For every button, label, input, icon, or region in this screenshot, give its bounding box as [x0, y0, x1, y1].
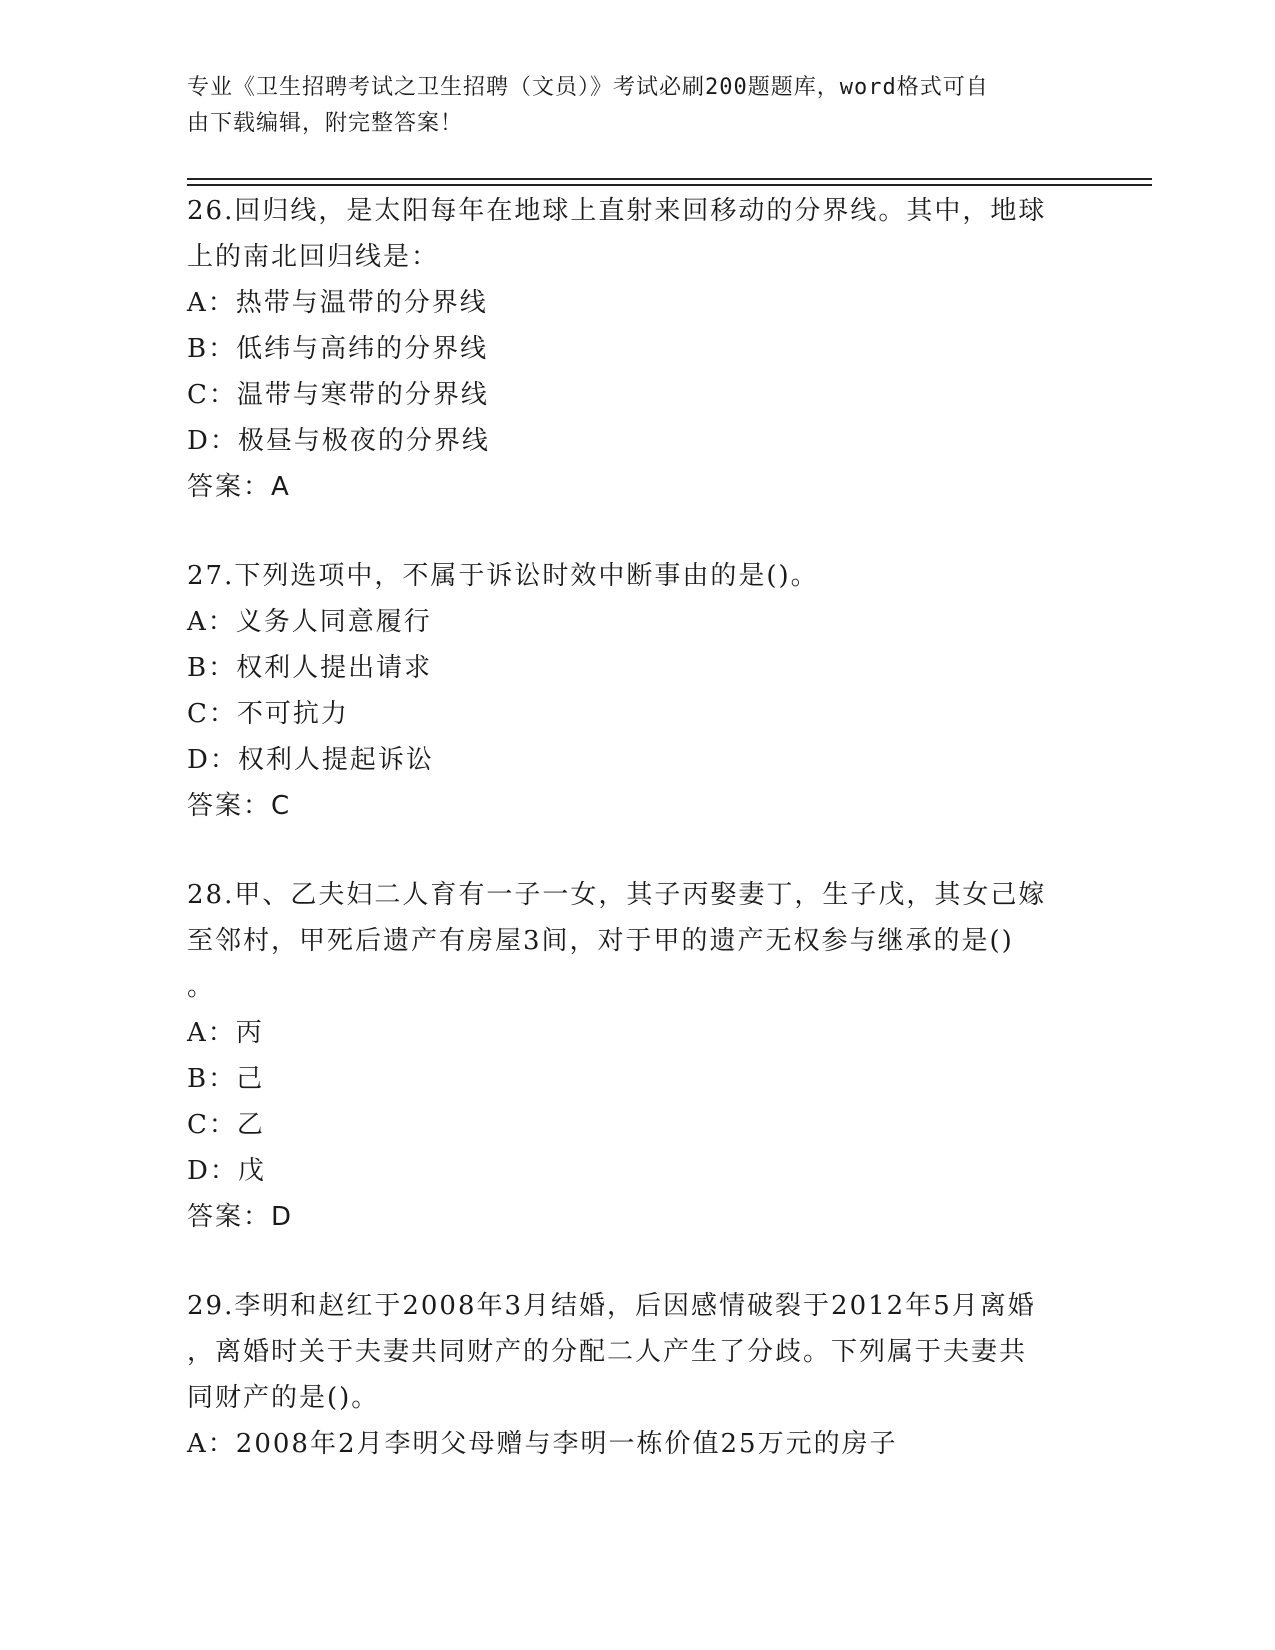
question-text-line: 28.甲、乙夫妇二人育有一子一女，其子丙娶妻丁，生子戊，其女己嫁 [187, 880, 1047, 910]
answer: 答案：A [187, 472, 291, 502]
question-text-line: 29.李明和赵红于2008年3月结婚，后因感情破裂于2012年5月离婚 [187, 1291, 1036, 1321]
option-c: C：不可抗力 [187, 699, 349, 729]
option-a: A：丙 [187, 1018, 264, 1048]
question-27 [187, 553, 1077, 829]
answer: 答案：D [187, 1202, 294, 1232]
answer: 答案：C [187, 791, 292, 821]
option-b: B：己 [187, 1064, 265, 1094]
header-line-1: 专业《卫生招聘考试之卫生招聘（文员）》考试必刷200题题库，word格式可自 [187, 75, 989, 100]
option-d: D：权利人提起诉讼 [187, 745, 434, 775]
question-text-line: 至邻村，甲死后遗产有房屋3间，对于甲的遗产无权参与继承的是() [187, 926, 1014, 956]
question-text-line: 26.回归线，是太阳每年在地球上直射来回移动的分界线。其中，地球 [187, 196, 1047, 226]
question-text-line: 上的南北回归线是： [187, 242, 440, 272]
question-26 [187, 188, 1077, 510]
option-b: B：低纬与高纬的分界线 [187, 334, 489, 364]
document-header [187, 70, 1067, 142]
option-d: D：戊 [187, 1156, 266, 1186]
question-text-line: 27.下列选项中，不属于诉讼时效中断事由的是()。 [187, 561, 819, 591]
question-text-line: ，离婚时关于夫妻共同财产的分配二人产生了分歧。下列属于夫妻共 [187, 1337, 1028, 1367]
option-c: C：乙 [187, 1110, 265, 1140]
question-text-line: 同财产的是()。 [187, 1383, 380, 1413]
option-a: A：热带与温带的分界线 [187, 288, 488, 318]
header-divider-top [187, 178, 1152, 180]
option-b: B：权利人提出请求 [187, 653, 433, 683]
option-a: A：义务人同意履行 [187, 607, 432, 637]
option-d: D：极昼与极夜的分界线 [187, 426, 490, 456]
question-text-line: 。 [187, 972, 216, 1002]
header-line-2: 由下载编辑，附完整答案！ [187, 111, 464, 136]
header-divider-bottom [187, 184, 1152, 186]
question-28 [187, 872, 1077, 1240]
question-29 [187, 1283, 1077, 1467]
option-a: A：2008年2月李明父母赠与李明一栋价值25万元的房子 [187, 1429, 898, 1459]
option-c: C：温带与寒带的分界线 [187, 380, 489, 410]
